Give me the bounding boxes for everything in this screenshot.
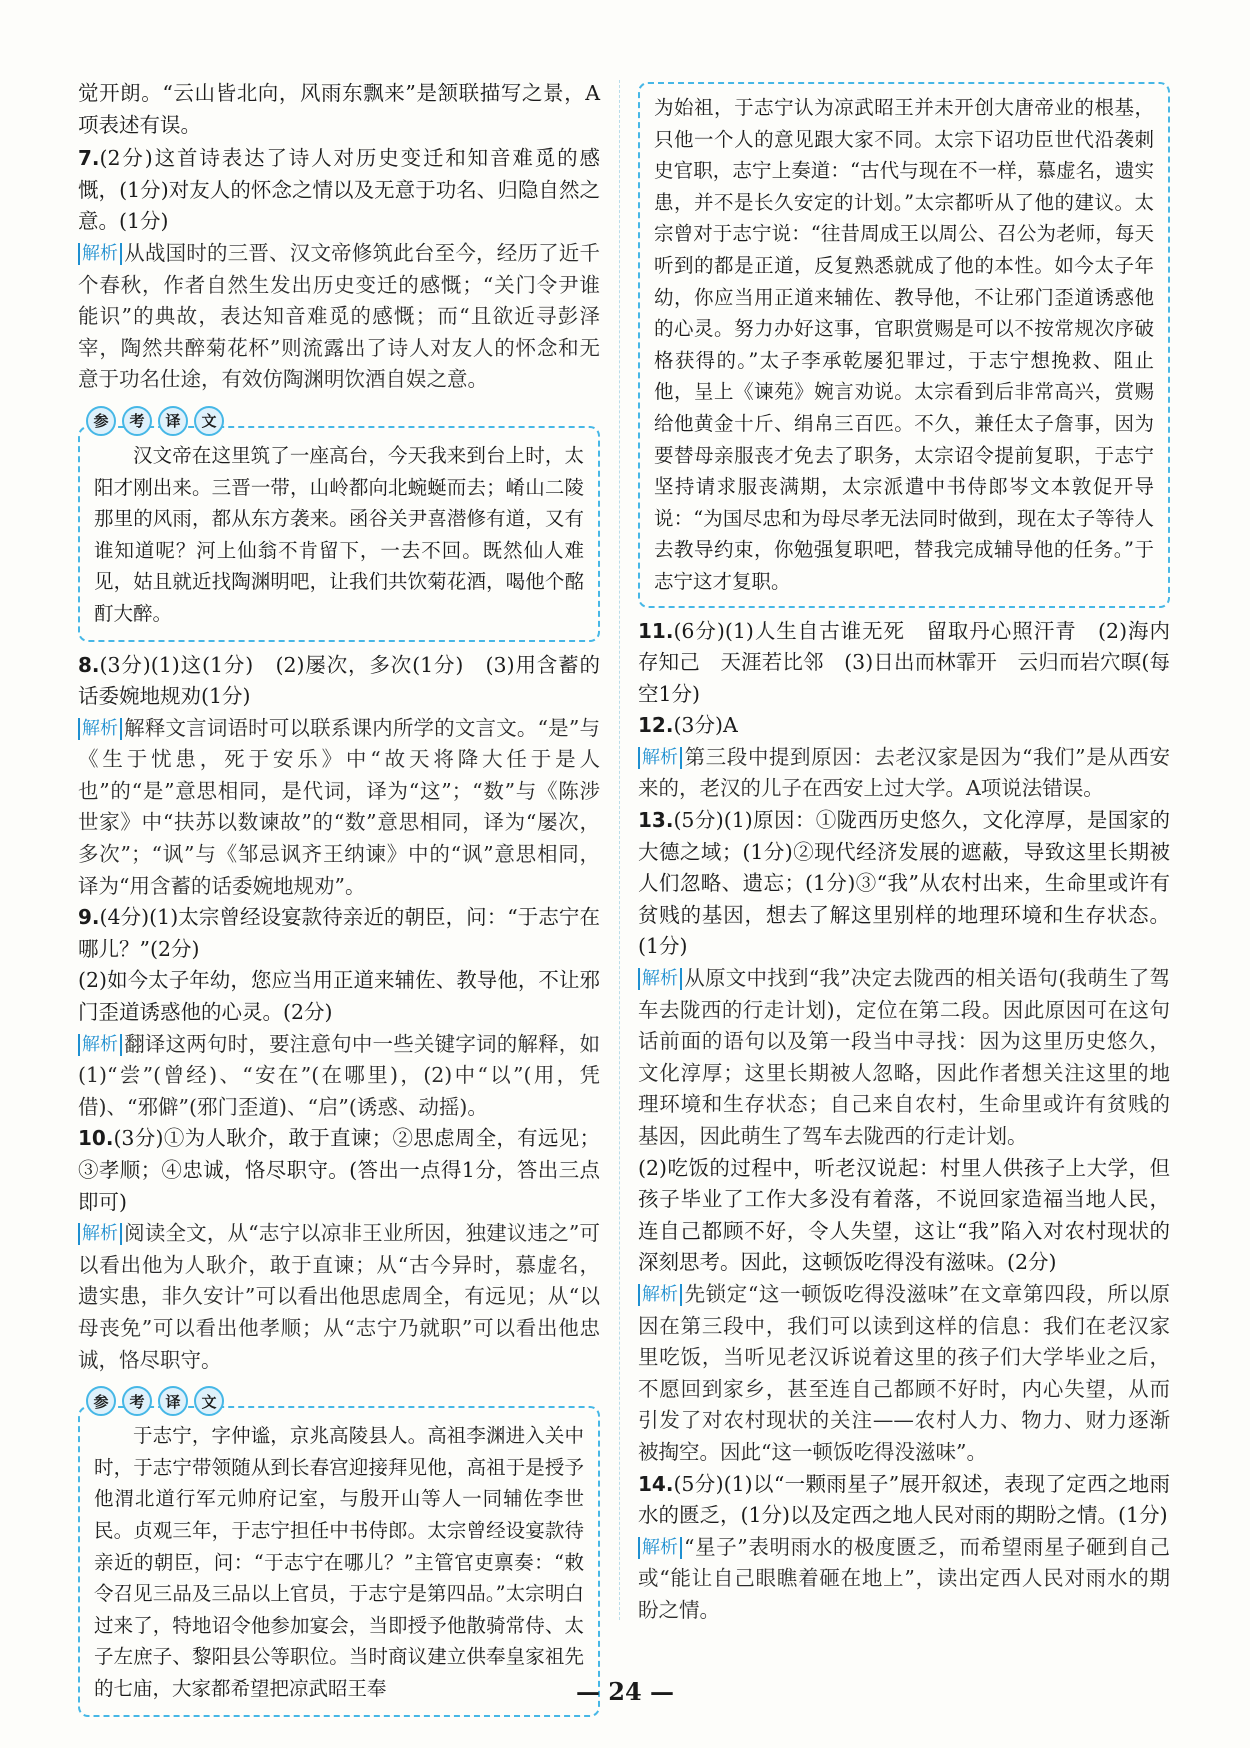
q8-answer	[78, 650, 600, 713]
q13-answer-2: (2)吃饭的过程中，听老汉说起：村里人供孩子上大学，但孩子毕业了工作大多没有着落，不说回家造福当地人民，连自己都顾不好，令人失望，这让“我”陷入对农村现状的深刻思考。因此，这顿饭吃得没有滋味。(2分)	[638, 1155, 1170, 1275]
q8-number: 8.	[78, 652, 100, 677]
analysis-tag: 解析	[78, 1034, 122, 1056]
q7-answer	[78, 143, 600, 238]
q11-number: 11.	[638, 618, 674, 643]
q11-answer	[638, 616, 1170, 711]
q9-analysis	[78, 1029, 600, 1124]
q14-analysis-text: “星子”表明雨水的极度匮乏，而希望雨星子砸到自己或“能让自己眼瞧着砸在地上”，读出定西人民对雨水的期盼之情。	[638, 1534, 1170, 1622]
q14-answer-text: (5分)(1)以“一颗雨星子”展开叙述，表现了定西之地雨水的匮乏，(1分)以及定西之地人民对雨的期盼之情。(1分)	[638, 1471, 1170, 1528]
analysis-tag: 解析	[78, 243, 122, 265]
translation-box-1	[78, 412, 600, 642]
q8-analysis	[78, 713, 600, 903]
q13-answer-text: (5分)(1)原因：①陇西历史悠久，文化淳厚，是国家的大德之域；(1分)②现代经济发展的遮蔽，导致这里长期被人们忽略、遗忘；(1分)③“我”从农村出来，生命里或许有贫贱的基因，想去了解这里别样的地理环境和生存状态。(1分)	[638, 808, 1170, 959]
left-column	[78, 78, 600, 1717]
badge-char: 文	[194, 1386, 224, 1416]
q10-answer	[78, 1123, 600, 1218]
badge-char: 参	[86, 406, 116, 436]
analysis-tag: 解析	[78, 718, 122, 740]
badge-char: 文	[194, 406, 224, 436]
badge-char: 考	[122, 1386, 152, 1416]
q7-analysis-text: 从战国时的三晋、汉文帝修筑此台至今，经历了近千个春秋，作者自然生发出历史变迁的感慨；“关门令尹谁能识”的典故，表达知音难觅的感慨；而“且欲近寻彭泽宰，陶然共醉菊花杯”则流露出了诗人对友人的怀念和无意于功名仕途，有效仿陶渊明饮酒自娱之意。	[78, 240, 600, 392]
q13-analysis-2	[638, 1279, 1170, 1469]
q13-analysis	[638, 963, 1170, 1153]
q12-analysis-text: 第三段中提到原因：去老汉家是因为“我们”是从西安来的，老汉的儿子在西安上过大学。A项说法错误。	[638, 744, 1170, 801]
q7-analysis	[78, 238, 600, 396]
q9-number: 9.	[78, 905, 100, 930]
q13-analysis-2-text: 先锁定“这一顿饭吃得没滋味”在文章第四段，所以原因在第三段中，我们可以读到这样的信息：我们在老汉家里吃饭，当听见老汉诉说着这里的孩子们大学毕业之后，不愿回到家乡，甚至连自己都顾不好时，内心失望，从而引发了对农村现状的关注——农村人力、物力、财力逐渐被掏空。因此“这一顿饭吃得没滋味”。	[638, 1281, 1170, 1464]
translation-2-text: 于志宁，字仲谧，京兆高陵县人。高祖李渊进入关中时，于志宁带领随从到长春宫迎接拜见他，高祖于是授予他渭北道行军元帅府记室，与殷开山等人一同辅佐李世民。贞观三年，于志宁担任中书侍郎。太宗曾经设宴款待亲近的朝臣，问：“于志宁在哪儿？”主管官吏禀奏：“敕令召见三品及三品以上官员，于志宁是第四品。”太宗明白过来了，特地诏令他参加宴会，当即授予他散骑常侍、太子左庶子、黎阳县公等职位。当时商议建立供奉皇家祖先的七庙，大家都希望把凉武昭王奉	[94, 1424, 584, 1700]
q13-analysis-text: 从原文中找到“我”决定去陇西的相关语句(我萌生了驾车去陇西的行走计划)，定位在第二段。因此原因可在这句话前面的语句以及第一段当中寻找：因为这里历史悠久，文化淳厚；这里长期被人忽略，因此作者想关注这里的地理环境和生存状态；自己来自农村，生命里或许有贫贱的基因，因此萌生了驾车去陇西的行走计划。	[638, 966, 1170, 1148]
q12-answer	[638, 710, 1170, 742]
q14-answer	[638, 1469, 1170, 1532]
badge-char: 译	[158, 406, 188, 436]
q10-analysis	[78, 1218, 600, 1376]
q7-answer-text: (2分)这首诗表达了诗人对历史变迁和知音难觅的感慨，(1分)对友人的怀念之情以及无意于功名、归隐自然之意。(1分)	[78, 146, 600, 234]
q10-analysis-text: 阅读全文，从“志宁以凉非王业所因，独建议违之”可以看出他为人耿介，敢于直谏；从“古今异时，慕虚名，遗实患，非久安计”可以看出他思虑周全，有远见；从“以母丧免”可以看出他孝顺；从“志宁乃就职”可以看出他忠诚，恪尽职守。	[78, 1221, 600, 1372]
q9-analysis-text: 翻译这两句时，要注意句中一些关键字词的解释，如(1)“尝”(曾经)、“安在”(在哪里)，(2)中“以”(用，凭借)、“邪僻”(邪门歪道)、“启”(诱惑、动摇)。	[78, 1031, 600, 1119]
badge-char: 考	[122, 406, 152, 436]
analysis-tag: 解析	[638, 1537, 682, 1559]
translation-2-continued-text: 为始祖，于志宁认为凉武昭王并未开创大唐帝业的根基，只他一个人的意见跟大家不同。太宗下诏功臣世代沿袭刺史官职，志宁上奏道：“古代与现在不一样，慕虚名，遗实患，并不是长久安定的计划。”太宗都听从了他的建议。太宗曾对于志宁说：“往昔周成王以周公、召公为老师，每天听到的都是正道，反复熟悉就成了他的本性。如今太子年幼，你应当用正道来辅佐、教导他，不让邪门歪道诱惑他的心灵。努力办好这事，官职赏赐是可以不按常规次序破格获得的。”太子李承乾屡犯罪过，于志宁想挽救、阻止他，呈上《谏苑》婉言劝说。太宗看到后非常高兴，赏赐给他黄金十斤、绢帛三百匹。不久，兼任太子詹事，因为要替母亲服丧才免去了职务，太宗诏令提前复职，于志宁坚持请求服丧满期，太宗派遣中书侍郎岑文本敦促开导说：“为国尽忠和为母尽孝无法同时做到，现在太子等待人去教导约束，你勉强复职吧，替我完成辅导他的任务。”于志宁这才复职。	[654, 96, 1154, 593]
badge-char: 参	[86, 1386, 116, 1416]
q9-answer-text-1: (4分)(1)太宗曾经设宴款待亲近的朝臣，问：“于志宁在哪儿？”(2分)	[78, 905, 600, 961]
analysis-tag: 解析	[638, 1284, 682, 1306]
q11-answer-text: (6分)(1)人生自古谁无死 留取丹心照汗青 (2)海内存知己 天涯若比邻 (3)日出而林霏开 云归而岩穴暝(每空1分)	[638, 618, 1170, 706]
analysis-tag: 解析	[638, 747, 682, 769]
q12-analysis	[638, 742, 1170, 805]
page-number: — 24 —	[575, 1677, 675, 1706]
q9-answer	[78, 902, 600, 965]
q7-number: 7.	[78, 146, 100, 171]
column-divider	[619, 80, 620, 1620]
q13-answer	[638, 805, 1170, 963]
right-column	[638, 78, 1170, 1627]
intro-text: 觉开朗。“云山皆北向，风雨东飘来”是颔联描写之景，A项表述有误。	[78, 81, 600, 137]
q8-analysis-text: 解释文言词语时可以联系课内所学的文言文。“是”与《生于忧患，死于安乐》中“故天将降大任于是人也”的“是”意思相同，是代词，译为“这”；“数”与《陈涉世家》中“扶苏以数谏故”的“数”意思相同，译为“屡次，多次”；“讽”与《邹忌讽齐王纳谏》中的“讽”意思相同，译为“用含蓄的话委婉地规劝”。	[78, 715, 600, 898]
q12-answer-text: (3分)A	[673, 713, 738, 738]
translation-box-2-continued	[638, 82, 1170, 608]
translation-box-2	[78, 1392, 600, 1716]
q14-analysis	[638, 1532, 1170, 1627]
q8-answer-text: (3分)(1)这(1分) (2)屡次，多次(1分) (3)用含蓄的话委婉地规劝(1分)	[78, 652, 600, 709]
reference-translation-badge	[86, 1386, 224, 1416]
reference-translation-badge	[86, 406, 224, 436]
badge-char: 译	[158, 1386, 188, 1416]
q12-number: 12.	[638, 713, 674, 738]
q10-number: 10.	[78, 1126, 114, 1151]
analysis-tag: 解析	[78, 1223, 122, 1245]
q14-number: 14.	[638, 1471, 674, 1496]
q13-number: 13.	[638, 808, 674, 833]
q10-answer-text: (3分)①为人耿介，敢于直谏；②思虑周全，有远见；③孝顺；④忠诚，恪尽职守。(答出一点得1分，答出三点即可)	[78, 1126, 600, 1214]
translation-1-text: 汉文帝在这里筑了一座高台，今天我来到台上时，太阳才刚出来。三晋一带，山岭都向北蜿蜒而去；崤山二陵那里的风雨，都从东方袭来。函谷关尹喜潜修有道，又有谁知道呢？河上仙翁不肯留下，一去不回。既然仙人难见，姑且就近找陶渊明吧，让我们共饮菊花酒，喝他个酩酊大醉。	[94, 443, 584, 625]
analysis-tag: 解析	[638, 968, 682, 990]
q9-answer-2: (2)如今太子年幼，您应当用正道来辅佐、教导他，不让邪门歪道诱惑他的心灵。(2分)	[78, 968, 600, 1025]
